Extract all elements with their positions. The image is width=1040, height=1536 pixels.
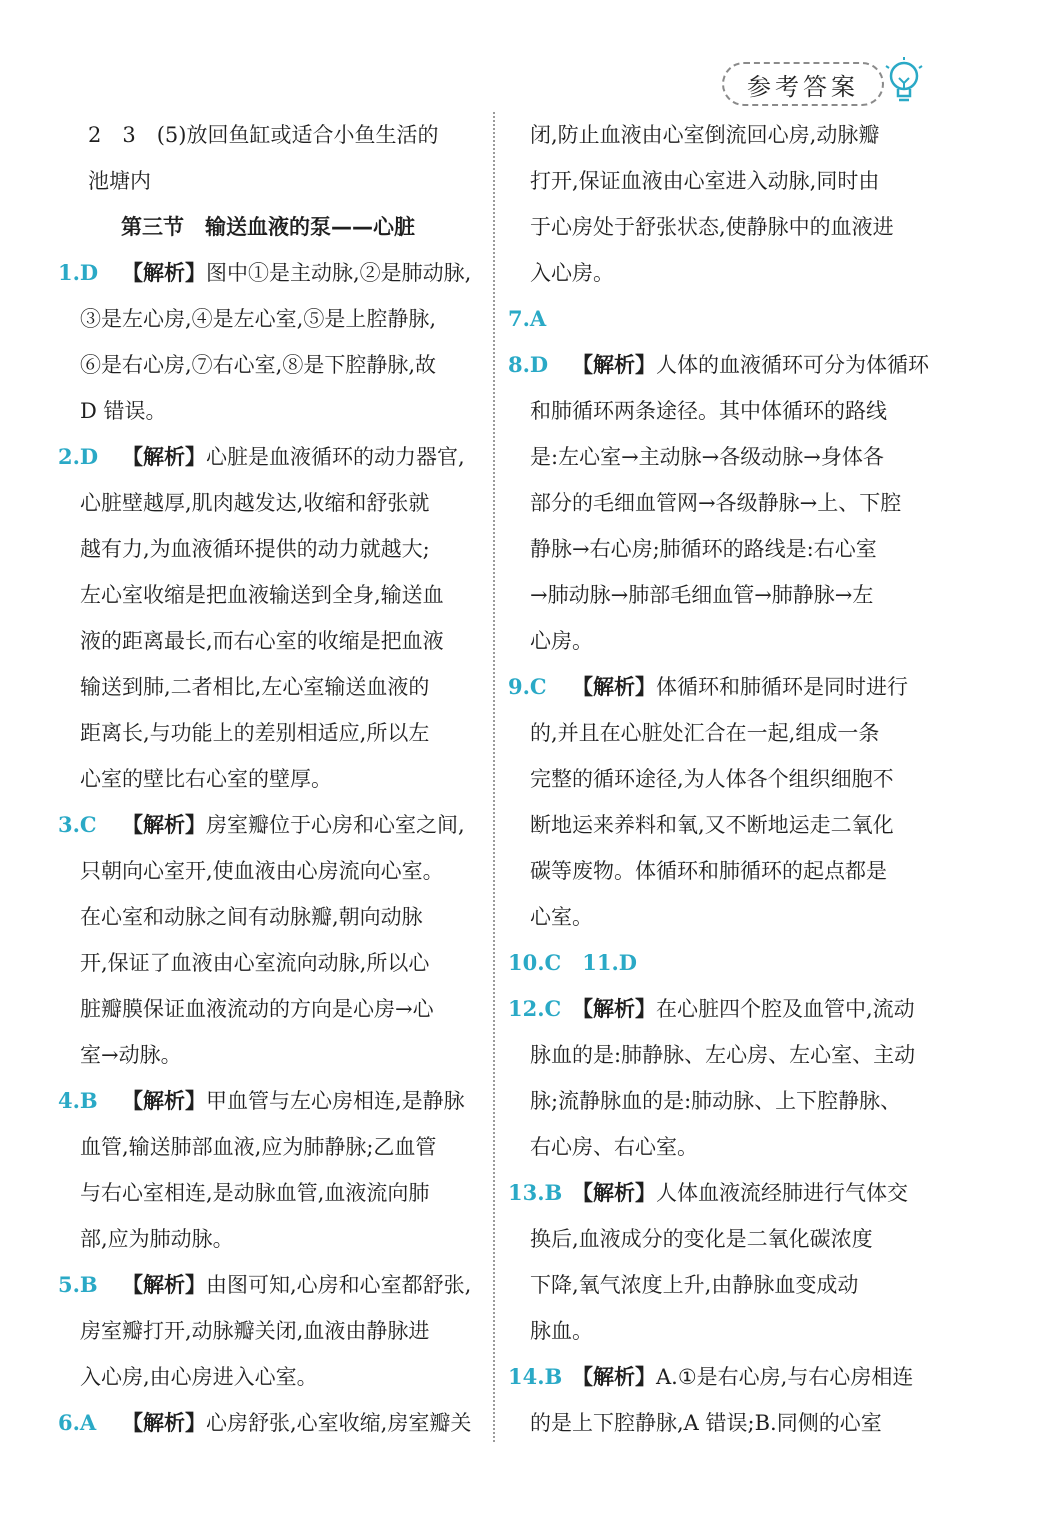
answer-line: 距离长,与功能上的差别相适应,所以左 xyxy=(80,721,430,745)
answer-line: 是:左心室→主动脉→各级动脉→身体各 xyxy=(530,445,884,469)
answer-line: 右心房、右心室。 xyxy=(530,1135,698,1159)
answer-line: 心脏壁越厚,肌肉越发达,收缩和舒张就 xyxy=(80,491,430,515)
answer-line: 左心室收缩是把血液输送到全身,输送血 xyxy=(80,583,444,607)
analysis-tag: 【解析】 xyxy=(122,260,206,285)
intro-line: 2 3 (5)放回鱼缸或适合小鱼生活的 xyxy=(88,123,439,147)
answer-number: 7.A xyxy=(508,306,547,331)
analysis-tag: 【解析】 xyxy=(572,1364,656,1389)
answer-line: 在心室和动脉之间有动脉瓣,朝向动脉 xyxy=(80,905,423,929)
answer-number: 6.A xyxy=(58,1410,97,1435)
intro-line: 池塘内 xyxy=(88,169,151,193)
analysis-tag: 【解析】 xyxy=(122,1272,206,1297)
answer-item-1 xyxy=(58,250,478,434)
answer-line: 血管,输送肺部血液,应为肺静脉;乙血管 xyxy=(80,1135,437,1159)
answer-line: 图中①是主动脉,②是肺动脉, xyxy=(206,261,472,285)
answer-line: 断地运来养料和氧,又不断地运走二氧化 xyxy=(530,813,894,837)
answer-line: 入心房,由心房进入心室。 xyxy=(80,1365,318,1389)
answer-item-9 xyxy=(508,664,924,940)
answer-item-14 xyxy=(508,1354,924,1446)
answer-number: 9.C xyxy=(508,674,547,699)
answer-header-badge: 参考答案 xyxy=(722,62,884,106)
answer-item-4 xyxy=(58,1078,478,1262)
answer-line: 开,保证了血液由心室流向动脉,所以心 xyxy=(80,951,430,975)
continuation-line: 打开,保证血液由心室进入动脉,同时由 xyxy=(530,169,880,193)
answer-line: 室→动脉。 xyxy=(80,1043,182,1067)
analysis-tag: 【解析】 xyxy=(572,1180,656,1205)
answer-line: 和肺循环两条途径。其中体循环的路线 xyxy=(530,399,887,423)
answer-line: 人体血液流经肺进行气体交 xyxy=(656,1181,908,1205)
answer-line: 部,应为肺动脉。 xyxy=(80,1227,234,1251)
column-divider xyxy=(493,112,495,1442)
answer-line: 心室。 xyxy=(530,905,593,929)
analysis-tag: 【解析】 xyxy=(572,996,656,1021)
answer-line: 碳等废物。体循环和肺循环的起点都是 xyxy=(530,859,887,883)
left-column xyxy=(58,112,478,1446)
answer-line: 部分的毛细血管网→各级静脉→上、下腔 xyxy=(530,491,902,515)
answer-line: D 错误。 xyxy=(80,399,167,423)
answer-line: ③是左心房,④是左心室,⑤是上腔静脉, xyxy=(80,307,437,331)
answer-item-6 xyxy=(58,1400,478,1446)
answer-number: 12.C xyxy=(508,996,562,1021)
answer-line: 脉;流静脉血的是:肺动脉、上下腔静脉、 xyxy=(530,1089,902,1113)
answer-line: 完整的循环途径,为人体各个组织细胞不 xyxy=(530,767,894,791)
answer-line: A.①是右心房,与右心房相连 xyxy=(656,1365,914,1389)
answer-line: ⑥是右心房,⑦右心室,⑧是下腔静脉,故 xyxy=(80,353,437,377)
answer-line: 人体的血液循环可分为体循环 xyxy=(656,353,929,377)
continuation-line: 入心房。 xyxy=(530,261,614,285)
answer-line: 越有力,为血液循环提供的动力就越大; xyxy=(80,537,430,561)
answer-line: →肺动脉→肺部毛细血管→肺静脉→左 xyxy=(530,583,874,607)
answer-number: 2.D xyxy=(58,444,99,469)
answer-line: 由图可知,心房和心室都舒张, xyxy=(206,1273,472,1297)
continuation-line: 闭,防止血液由心室倒流回心房,动脉瓣 xyxy=(530,123,880,147)
answer-line: 房室瓣打开,动脉瓣关闭,血液由静脉进 xyxy=(80,1319,430,1343)
analysis-tag: 【解析】 xyxy=(572,352,656,377)
section-title: 第三节 输送血液的泵——心脏 xyxy=(121,215,415,239)
answer-line: 液的距离最长,而右心室的收缩是把血液 xyxy=(80,629,444,653)
lightbulb-icon xyxy=(884,56,924,108)
answer-number: 3.C xyxy=(58,812,97,837)
analysis-tag: 【解析】 xyxy=(122,1410,206,1435)
analysis-tag: 【解析】 xyxy=(122,812,206,837)
answer-line: 房室瓣位于心房和心室之间, xyxy=(206,813,465,837)
answer-item-7 xyxy=(508,296,924,342)
answer-line: 甲血管与左心房相连,是静脉 xyxy=(206,1089,465,1113)
answer-line: 体循环和肺循环是同时进行 xyxy=(656,675,908,699)
answer-item-5 xyxy=(58,1262,478,1400)
answer-line: 脏瓣膜保证血液流动的方向是心房→心 xyxy=(80,997,434,1021)
analysis-tag: 【解析】 xyxy=(122,444,206,469)
answer-line: 下降,氧气浓度上升,由静脉血变成动 xyxy=(530,1273,859,1297)
answer-number: 8.D xyxy=(508,352,549,377)
answer-line: 心房舒张,心室收缩,房室瓣关 xyxy=(206,1411,472,1435)
answer-line: 心脏是血液循环的动力器官, xyxy=(206,445,465,469)
answer-number: 1.D xyxy=(58,260,99,285)
answer-item-13 xyxy=(508,1170,924,1354)
answer-line: 与右心室相连,是动脉血管,血液流向肺 xyxy=(80,1181,430,1205)
answer-line: 在心脏四个腔及血管中,流动 xyxy=(656,997,915,1021)
answer-item-10-11 xyxy=(508,940,924,986)
answer-item-12 xyxy=(508,986,924,1170)
right-column xyxy=(508,112,929,1446)
answer-line: 心房。 xyxy=(530,629,593,653)
answer-line: 脉血。 xyxy=(530,1319,593,1343)
answer-number: 10.C 11.D xyxy=(508,950,637,975)
answer-line: 只朝向心室开,使血液由心房流向心室。 xyxy=(80,859,444,883)
continuation-line: 于心房处于舒张状态,使静脉中的血液进 xyxy=(530,215,894,239)
answer-line: 心室的壁比右心室的壁厚。 xyxy=(80,767,332,791)
answer-line: 换后,血液成分的变化是二氧化碳浓度 xyxy=(530,1227,873,1251)
answer-item-8 xyxy=(508,342,929,664)
answer-item-2 xyxy=(58,434,478,802)
answer-line: 静脉→右心房;肺循环的路线是:右心室 xyxy=(530,537,877,561)
answer-line: 的是上下腔静脉,A 错误;B.同侧的心室 xyxy=(530,1411,882,1435)
answer-number: 14.B xyxy=(508,1364,563,1389)
answer-number: 13.B xyxy=(508,1180,563,1205)
answer-number: 4.B xyxy=(58,1088,98,1113)
analysis-tag: 【解析】 xyxy=(122,1088,206,1113)
answer-line: 的,并且在心脏处汇合在一起,组成一条 xyxy=(530,721,880,745)
answer-line: 脉血的是:肺静脉、左心房、左心室、主动 xyxy=(530,1043,916,1067)
answer-number: 5.B xyxy=(58,1272,98,1297)
analysis-tag: 【解析】 xyxy=(572,674,656,699)
answer-item-3 xyxy=(58,802,478,1078)
answer-line: 输送到肺,二者相比,左心室输送血液的 xyxy=(80,675,430,699)
